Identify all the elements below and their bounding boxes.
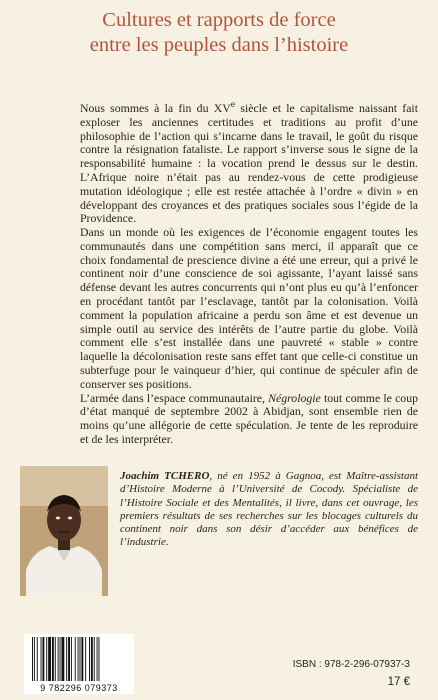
barcode-bar — [68, 637, 70, 681]
barcode-bar — [42, 637, 44, 681]
author-name: Joachim TCHERO — [120, 470, 210, 482]
title-line-1: Cultures et rapports de force — [102, 9, 336, 31]
p3-start: L’armée dans l’espace communautaire, — [80, 390, 269, 405]
barcode-bar — [85, 637, 86, 681]
barcode-bar — [58, 637, 59, 681]
book-title — [20, 8, 418, 58]
author-bio-text: , né en 1952 à Gagnoa, est Maître-assistant d’Histoire Moderne à l’Université de Cocody. Spécialiste de l’Histoire Sociale et des Mentalités, il livre, dans cet ouvrage, les premiers résultats de ses recherches sur les blocages culturels du continent noir dans son désir d’accéder aux bénéfices de l’industrie. — [120, 470, 419, 549]
blurb-paragraph-1 — [80, 98, 418, 226]
barcode-number: 9 782296 079373 — [40, 683, 118, 693]
p3-book-title: Négrologie — [268, 390, 321, 405]
barcode-bars-icon — [24, 634, 134, 682]
author-photo — [20, 466, 108, 596]
barcode-bar — [46, 637, 47, 681]
barcode-bar — [89, 637, 90, 681]
author-portrait-icon — [20, 466, 108, 596]
blurb-paragraph-2: Dans un monde où les exigences de l’économie engagent toutes les communautés dans une compétition sans merci, il apparaît que ce choix fondamental de prescience divine a été une erreur, qui a privé le continent noir d’une conscience de soi agissante, l’ayant laissé sans défense devant les autres concurrents qui n’ont plus eu qu’à l’enfoncer en procédant tantôt par l’esclavage, tantôt par la colonisation. Voilà comment la population africaine a perdu son âme et est devenue un simple outil au service des intérêts de l’autre partie du globe. Voilà comment elle s’est installée dans une pauvreté « stable » contre laquelle la décolonisation reste sans effet tant que celle-ci constitue un subterfuge pour le vainqueur d’hier, qui continue de spéculer afin de conserver ses positions. — [80, 225, 418, 391]
barcode-bar — [97, 637, 98, 681]
barcode-bar — [81, 637, 83, 681]
barcode-bar — [52, 637, 54, 681]
title-line-2: entre les peuples dans l’histoire — [89, 34, 349, 56]
barcode-bar — [61, 637, 64, 681]
barcode-bar — [99, 637, 100, 681]
barcode-bar — [80, 637, 81, 681]
p3-rest: tout comme le coup d’état manqué de septembre 2002 à Abidjan, sont ensemble rien de moins qu’une allégorie de cette spéculation. Je tente de les reproduire et de les interpréter. — [80, 390, 418, 447]
barcode-bar — [37, 637, 38, 681]
barcode-bar — [75, 637, 76, 681]
barcode-bar — [66, 637, 67, 681]
barcode — [24, 634, 134, 694]
barcode-bar — [60, 637, 61, 681]
barcode-bar — [94, 637, 95, 681]
barcode-bar — [78, 637, 79, 681]
isbn: ISBN : 978-2-296-07937-3 — [292, 659, 410, 670]
blurb-paragraph-3 — [80, 392, 418, 447]
author-bio — [120, 470, 418, 550]
price: 17 € — [387, 676, 410, 688]
barcode-bar — [32, 637, 33, 681]
barcode-bar — [91, 637, 93, 681]
p1-rest: siècle et le capitalisme naissant fait exploser les anciennes certitudes et traditions au profit d’une philosophie de l’action qui s’incarne dans le travail, le goût du risque contre la résignation fataliste. Le rapport s’inverse sous le signe de la responsabilité humaine : la vocation prend le dessus sur le destin. L’Afrique noire n’était pas au rendez-vous de cette prodigieuse mutation idéologique ; elle est restée attachée à l’ordre « divin » en développant des croyances et des pratiques sociales sous l’égide de la Providence. — [80, 100, 418, 226]
barcode-bar — [71, 637, 72, 681]
barcode-bar — [41, 637, 42, 681]
barcode-bar — [48, 637, 51, 681]
p1-start: Nous sommes à la fin du XV — [80, 100, 231, 115]
p1-superscript: e — [230, 99, 236, 110]
barcode-bar — [55, 637, 56, 681]
barcode-bar — [34, 637, 35, 681]
blurb — [80, 98, 418, 447]
